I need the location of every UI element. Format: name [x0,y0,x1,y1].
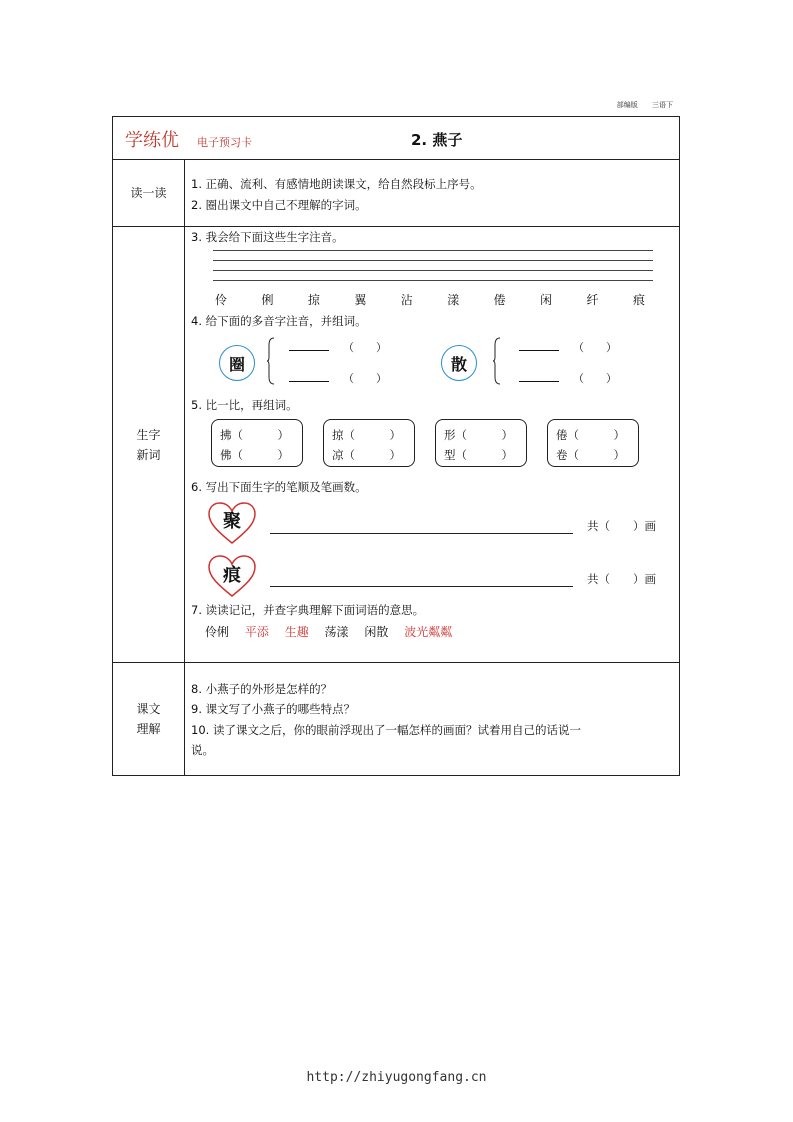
compare-item[interactable]: 拂（ ） [220,428,289,442]
section-comprehension-content [185,663,679,775]
pinyin-writing-lines[interactable] [213,250,653,290]
footer-url[interactable]: http://zhiyugongfang.cn [306,1070,487,1085]
vocab-word: 闲散 [364,625,389,639]
stroke-order-line[interactable] [270,586,573,587]
compare-item[interactable]: 掠（ ） [332,428,401,442]
section-new-words-title-1: 生字 [136,427,161,442]
task-8: 8. 小燕子的外形是怎样的？ [191,682,333,696]
new-char: 漾 [447,293,460,307]
brace-icon [267,337,275,385]
section-new-words-content [185,227,679,662]
polyphone-circle-1: 圈 [219,345,255,381]
card-subtitle: 电子预习卡 [197,136,252,149]
new-char: 俐 [261,293,274,307]
new-char: 掠 [307,293,320,307]
task-10-cont: 说。 [191,743,214,757]
blank-line[interactable] [519,350,559,351]
paren-blank[interactable]: （ ） [343,372,387,385]
task-1: 1. 正确、流利、有感情地朗读课文，给自然段标上序号。 [191,177,482,191]
compare-item[interactable]: 形（ ） [444,428,513,442]
new-char: 倦 [493,293,506,307]
compare-item[interactable]: 凉（ ） [332,448,401,462]
edition-info [605,100,673,110]
brand-logo: 学练优 [125,130,179,151]
section-comprehension-label [113,663,185,775]
brace-icon [493,337,501,385]
task-4: 4. 给下面的多音字注音，并组词。 [191,314,367,328]
section-comprehension [113,663,679,775]
blank-line[interactable] [289,350,329,351]
compare-item[interactable]: 型（ ） [444,448,513,462]
section-new-words-label [113,227,185,662]
compare-box-2 [323,419,415,467]
lesson-title: 2. 燕子 [411,131,463,149]
compare-box-1 [211,419,303,467]
section-read-title: 读一读 [130,186,167,200]
vocab-words [205,623,464,640]
preview-card [112,116,680,776]
task-6: 6. 写出下面生字的笔顺及笔画数。 [191,480,367,494]
paren-blank[interactable]: （ ） [343,341,387,354]
vocab-word: 平添 [244,625,269,639]
vocab-word: 生趣 [284,625,309,639]
section-read [113,160,679,227]
new-char: 翼 [354,293,367,307]
task-5: 5. 比一比，再组词。 [191,398,298,412]
new-char: 纤 [586,293,599,307]
task-10: 10. 读了课文之后，你的眼前浮现出了一幅怎样的画面？试着用自己的话说一 [191,723,581,737]
polyphone-circle-2: 散 [441,345,477,381]
new-char: 伶 [215,293,228,307]
section-comprehension-title-1: 课文 [136,702,161,716]
compare-item[interactable]: 佛（ ） [220,448,289,462]
vocab-word: 伶俐 [205,625,230,639]
compare-box-3 [435,419,527,467]
compare-box-4 [547,419,639,467]
section-comprehension-title-2: 理解 [136,722,161,736]
stroke-char-2: 痕 [223,565,241,586]
vocab-word: 波光粼粼 [404,625,453,639]
blank-line[interactable] [289,381,329,382]
new-chars-row [215,291,645,308]
section-read-label [113,160,185,226]
blank-line[interactable] [519,381,559,382]
task-3: 3. 我会给下面这些生字注音。 [191,230,344,244]
new-char: 闲 [540,293,553,307]
new-char: 痕 [632,293,645,307]
section-read-content [185,160,679,226]
section-new-words-title-2: 新词 [136,447,161,462]
task-2: 2. 圈出课文中自己不理解的字词。 [191,198,367,212]
compare-item[interactable]: 倦（ ） [556,428,625,442]
card-header [113,117,679,160]
vocab-word: 荡漾 [324,625,349,639]
task-9: 9. 课文写了小燕子的哪些特点？ [191,702,356,716]
new-char: 沾 [400,293,413,307]
section-new-words [113,227,679,663]
paren-blank[interactable]: （ ） [573,341,617,354]
stroke-count[interactable]: 共（ ）画 [587,572,656,586]
stroke-char-1: 聚 [223,511,241,532]
stroke-count[interactable]: 共（ ）画 [587,519,656,533]
grade-label: 三语下 [652,101,673,109]
edition-label: 部编版 [616,101,638,109]
stroke-order-line[interactable] [270,533,573,534]
task-7: 7. 读读记记，并查字典理解下面词语的意思。 [191,603,425,617]
paren-blank[interactable]: （ ） [573,372,617,385]
compare-item[interactable]: 卷（ ） [556,448,625,462]
